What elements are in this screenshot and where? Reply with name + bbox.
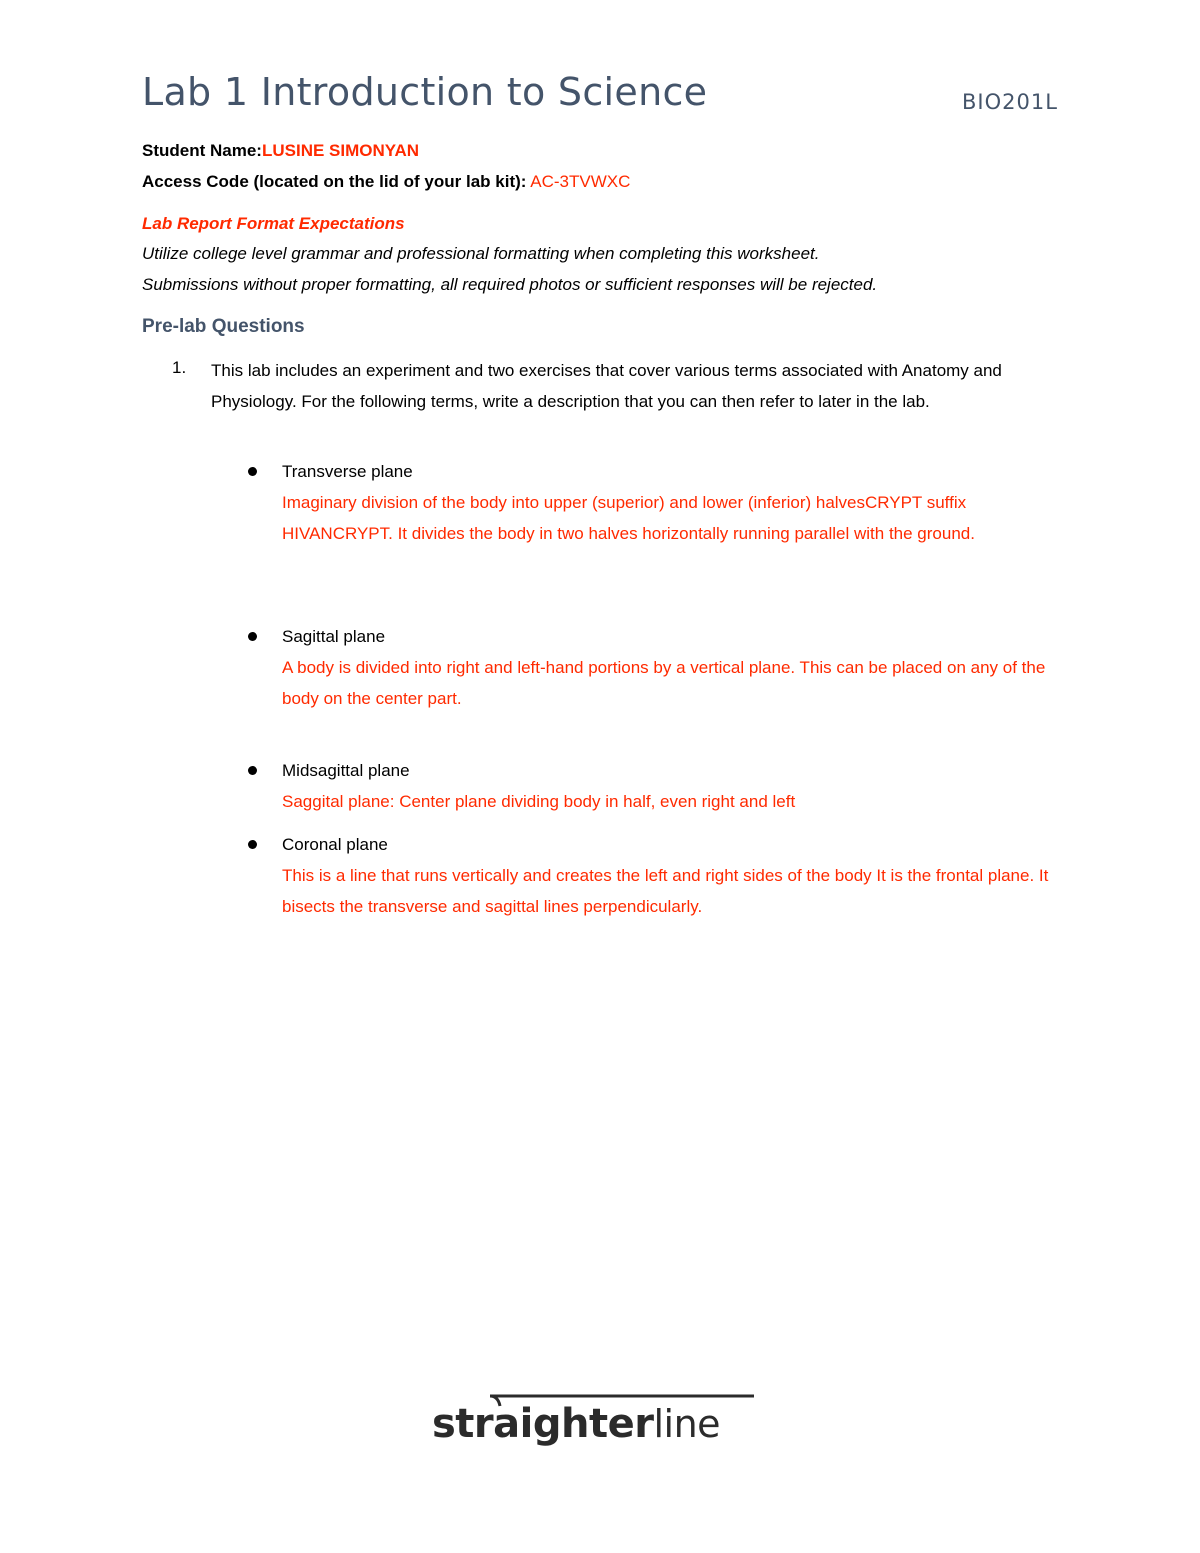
student-name-value: LUSINE SIMONYAN <box>261 141 420 160</box>
prelab-heading: Pre-lab Questions <box>142 316 305 337</box>
term-label: Coronal plane <box>282 835 388 854</box>
logo-text-light: line <box>653 1402 721 1446</box>
bullet-icon <box>248 632 257 641</box>
format-heading: Lab Report Format Expectations <box>142 214 405 233</box>
student-name-line <box>142 140 419 162</box>
term-label: Transverse plane <box>282 462 413 481</box>
question-text: This lab includes an experiment and two exercises that cover various terms associated with Anatomy and Physiology. For the following terms, write a description that you can then refer to later in the lab. <box>211 361 1002 411</box>
access-code-label: Access Code (located on the lid of your lab kit): <box>142 172 527 191</box>
access-code-value: AC-3TVWXC <box>530 172 631 191</box>
bullet-icon <box>248 766 257 775</box>
page-title: Lab 1 Introduction to Science <box>142 70 708 114</box>
term-answer: A body is divided into right and left-hand portions by a vertical plane. This can be placed on any of the body on the center part. <box>282 658 1046 708</box>
term-answer: This is a line that runs vertically and creates the left and right sides of the body It is the frontal plane. It bisects the transverse and sagittal lines perpendicularly. <box>282 866 1049 916</box>
straighterline-logo <box>432 1392 762 1462</box>
term-label: Midsagittal plane <box>282 761 410 780</box>
access-code-line <box>142 171 630 193</box>
format-line-1: Utilize college level grammar and professional formatting when completing this worksheet. <box>142 244 820 263</box>
course-code: BIO201L <box>962 90 1058 114</box>
svg-text:straighterline <box>432 1401 720 1447</box>
term-answer: Imaginary division of the body into upper (superior) and lower (inferior) halvesCRYPT suffix HIVANCRYPT. It divides the body in two halves horizontally running parallel with the ground. <box>282 493 975 543</box>
format-line-2: Submissions without proper formatting, all required photos or sufficient responses will be rejected. <box>142 275 878 294</box>
logo-text-bold: straighter <box>432 1401 654 1447</box>
student-name-label: Student Name: <box>142 141 262 160</box>
bullet-icon <box>248 467 257 476</box>
term-answer: Saggital plane: Center plane dividing body in half, even right and left <box>282 792 796 811</box>
bullet-icon <box>248 840 257 849</box>
question-number: 1. <box>172 358 187 377</box>
term-label: Sagittal plane <box>282 627 386 646</box>
